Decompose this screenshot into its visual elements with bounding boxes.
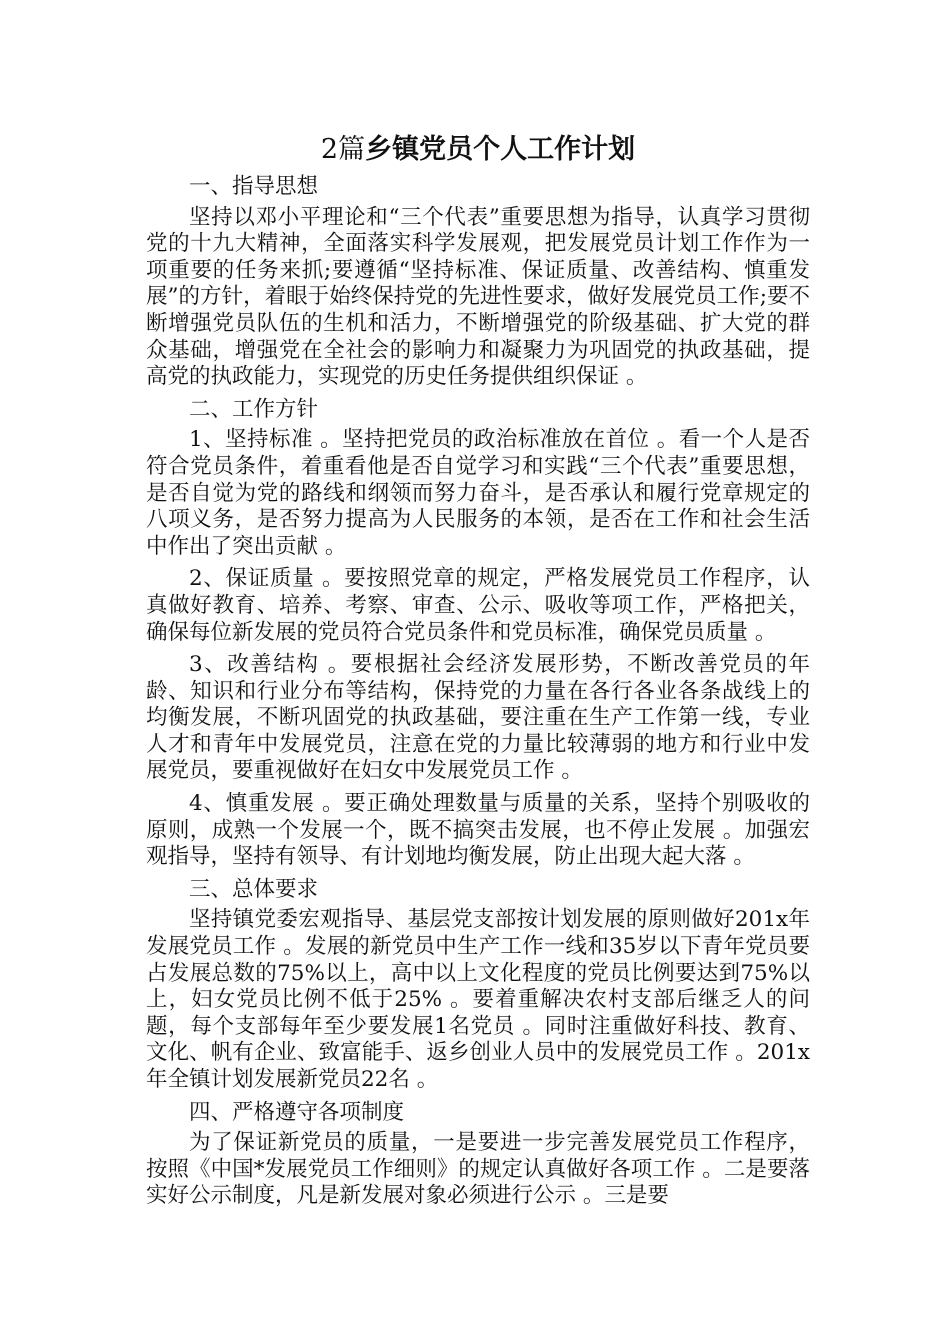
title-prefix: 2篇 [320,134,366,165]
title-main: 乡镇党员个人工作计划 [365,134,636,165]
paragraph: 2、保证质量 。要按照党章的规定，严格发展党员工作程序，认真做好教育、培养、考察、审查、公示、吸收等项工作，严格把关，确保每位新发展的党员符合党员条件和党员标准，确保党员质量 。 [146,566,810,645]
paragraph: 3、改善结构 。要根据社会经济发展形势，不断改善党员的年龄、知识和行业分布等结构，保持党的力量在各行各业各条战线上的均衡发展，不断巩固党的执政基础，要注重在生产工作第一线，专业人才和青年中发展党员，注意在党的力量比较薄弱的地方和行业中发展党员，要重视做好在妇女中发展党员工作 。 [146,652,810,784]
paragraph: 坚持以邓小平理论和“三个代表”重要思想为指导，认真学习贯彻党的十九大精神，全面落实科学发展观，把发展党员计划工作作为一项重要的任务来抓;要遵循“坚持标准、保证质量、改善结构、慎重发展”的方针，着眼于始终保持党的先进性要求，做好发展党员工作;要不断增强党员队伍的生机和活力，不断增强党的阶级基础、扩大党的群众基础，增强党在全社会的影响力和凝聚力为巩固党的执政基础，提高党的执政能力，实现党的历史任务提供组织保证 。 [146,204,810,390]
section-heading-3: 三、总体要求 [189,876,319,902]
section-heading-1: 一、指导思想 [189,174,319,199]
page-title [146,128,810,172]
section-heading-4: 四、严格遵守各项制度 [189,1099,405,1125]
paragraph: 4、慎重发展 。要正确处理数量与质量的关系，坚持个别吸收的原则，成熟一个发展一个，既不搞突击发展，也不停止发展 。加强宏观指导，坚持有领导、有计划地均衡发展，防止出现大起大落 。 [146,791,810,870]
section-heading-2: 二、工作方针 [189,396,319,422]
paragraph: 坚持镇党委宏观指导、基层党支部按计划发展的原则做好201x年发展党员工作 。发展的新党员中生产工作一线和35岁以下青年党员要占发展总数的75%以上，高中以上文化程度的党员比例要达到75%以上，妇女党员比例不低于25% 。要着重解决农村支部后继乏人的问题，每个支部每年至少要发展1名党员 。同时注重做好科技、教育、文化、帆有企业、致富能手、返乡创业人员中的发展党员工作 。201x年全镇计划发展新党员22名 。 [146,907,810,1092]
document-body [146,128,810,1216]
paragraph: 1、坚持标准 。坚持把党员的政治标准放在首位 。看一个人是否符合党员条件，着重看他是否自觉学习和实践“三个代表”重要思想，是否自觉为党的路线和纲领而努力奋斗，是否承认和履行党章规定的八项义务，是否努力提高为人民服务的本领，是否在工作和社会生活中作出了突出贡献 。 [146,427,810,559]
paragraph: 为了保证新党员的质量，一是要进一步完善发展党员工作程序，按照《中国*发展党员工作细则》的规定认真做好各项工作 。二是要落实好公示制度，凡是新发展对象必须进行公示 。三是要 [146,1130,810,1209]
